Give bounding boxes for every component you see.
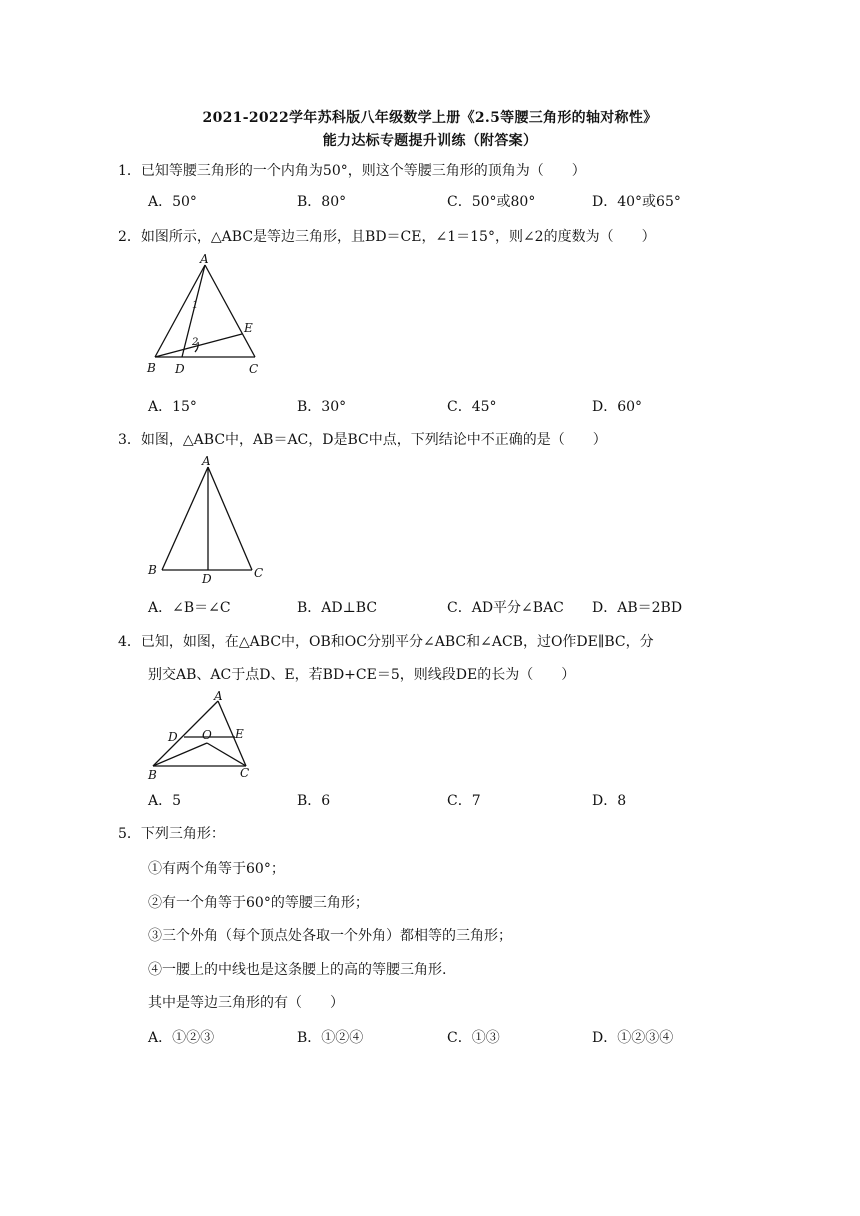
question-2-option-b: B．30°: [297, 399, 347, 415]
question-2-stem: 2．如图所示，△ABC是等边三角形，且BD＝CE，∠1＝15°，则∠2的度数为（ ）: [118, 229, 656, 245]
question-3-option-c: C．AD平分∠BAC: [447, 600, 564, 616]
q4-label-d: D: [168, 730, 178, 744]
question-1-option-c: C．50°或80°: [447, 194, 536, 210]
question-5-option-a: A．①②③: [148, 1030, 215, 1046]
question-5-option-c: C．①③: [447, 1030, 500, 1046]
question-5-item-4: ④一腰上的中线也是这条腰上的高的等腰三角形.: [148, 962, 447, 978]
question-1-option-a: A．50°: [148, 194, 197, 210]
q2-label-angle2: 2: [192, 337, 199, 348]
question-3-option-a: A．∠B＝∠C: [148, 600, 231, 616]
question-2-option-c: C．45°: [447, 399, 497, 415]
q4-label-c: C: [240, 766, 250, 780]
q2-label-c: C: [249, 362, 259, 376]
q2-label-e: E: [244, 321, 253, 335]
question-3-option-d: D．AB＝2BD: [592, 600, 683, 616]
q3-label-a: A: [202, 454, 211, 468]
q2-label-b: B: [147, 361, 156, 375]
q2-label-d: D: [175, 362, 185, 376]
question-4-option-d: D．8: [592, 793, 627, 809]
question-4-stem-line1: 4．已知，如图，在△ABC中，OB和OC分别平分∠ABC和∠ACB，过O作DE∥BC，分: [118, 634, 654, 650]
question-4-stem-line2: 别交AB、AC于点D、E，若BD+CE＝5，则线段DE的长为（ ）: [148, 667, 576, 683]
question-2-figure: [140, 250, 280, 380]
question-5-option-b: B．①②④: [297, 1030, 364, 1046]
q2-label-a: A: [200, 252, 209, 266]
question-5-item-3: ③三个外角（每个顶点处各取一个外角）都相等的三角形；: [148, 928, 512, 944]
question-3-option-b: B．AD⊥BC: [297, 600, 378, 616]
question-5-item-1: ①有两个角等于60°；: [148, 861, 285, 877]
question-2-option-a: A．15°: [148, 399, 197, 415]
question-1-stem: 1．已知等腰三角形的一个内角为50°，则这个等腰三角形的顶角为（ ）: [118, 163, 586, 179]
q4-label-a: A: [214, 689, 223, 703]
question-5-stem: 5．下列三角形：: [118, 826, 225, 842]
q3-label-c: C: [254, 566, 264, 580]
q2-label-angle1: 1: [192, 300, 199, 311]
question-3-stem: 3．如图，△ABC中，AB＝AC，D是BC中点，下列结论中不正确的是（ ）: [118, 432, 607, 448]
question-3-figure: [140, 452, 280, 587]
q3-label-b: B: [148, 563, 157, 577]
question-5-prompt: 其中是等边三角形的有（ ）: [148, 995, 344, 1011]
question-4-figure: [140, 688, 270, 788]
question-1-option-d: D．40°或65°: [592, 194, 681, 210]
question-5-option-d: D．①②③④: [592, 1030, 674, 1046]
q4-label-b: B: [148, 768, 157, 782]
question-4-option-b: B．6: [297, 793, 331, 809]
q4-label-o: O: [202, 728, 212, 742]
question-5-item-2: ②有一个角等于60°的等腰三角形；: [148, 895, 369, 911]
q3-label-d: D: [202, 572, 212, 586]
q4-label-e: E: [235, 727, 244, 741]
question-1-option-b: B．80°: [297, 194, 347, 210]
question-4-option-c: C．7: [447, 793, 481, 809]
page-title-line1: 2021-2022学年苏科版八年级数学上册《2.5等腰三角形的轴对称性》: [202, 110, 658, 126]
question-4-option-a: A．5: [148, 793, 182, 809]
question-2-option-d: D．60°: [592, 399, 643, 415]
page-title-line2: 能力达标专题提升训练（附答案）: [322, 133, 538, 149]
